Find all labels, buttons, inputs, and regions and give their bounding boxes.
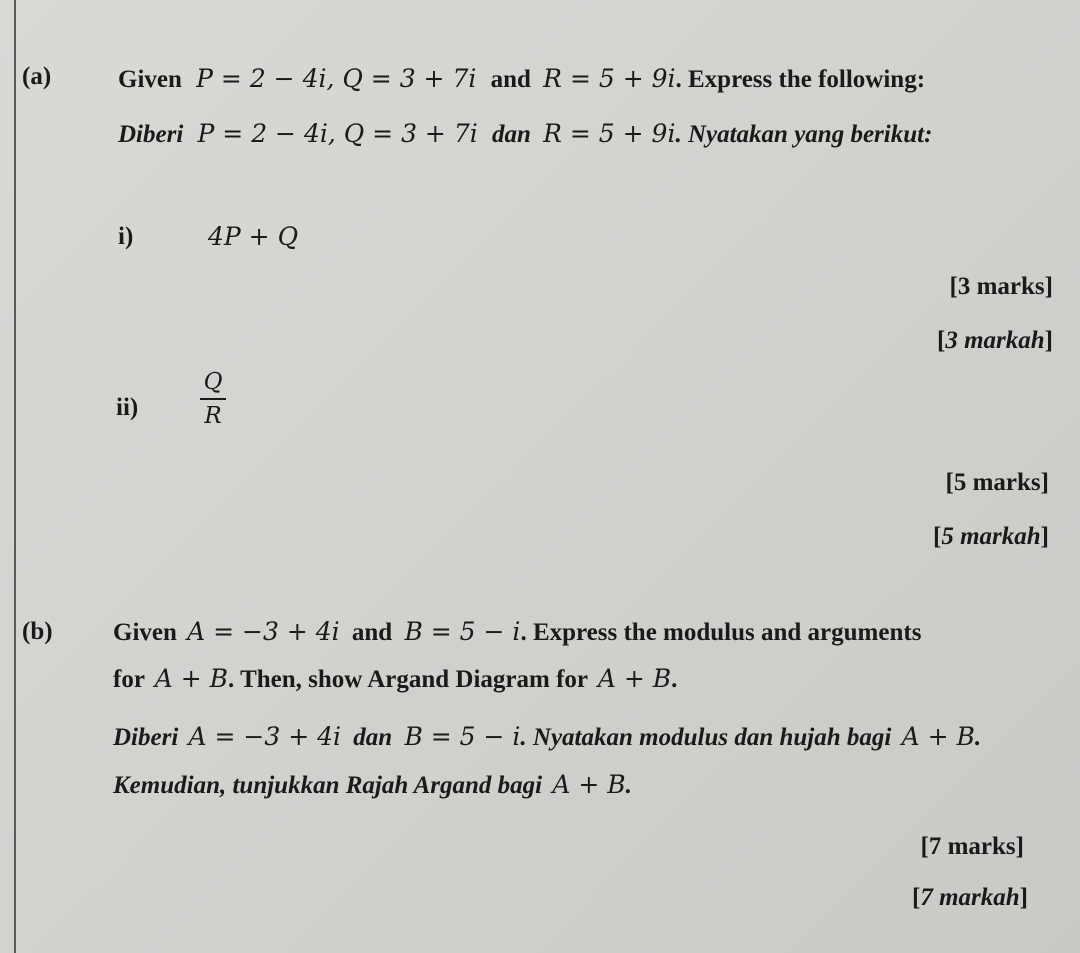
a-plus-b-ms: A + B [901,722,975,751]
marks-b-ms: [7 markah] [912,884,1028,911]
and-word-b: and [351,619,393,646]
a-plus-b: A + B [154,664,229,693]
modulus-instruction-ms: . Nyatakan modulus dan hujah bagi [520,724,892,751]
marks-ii-ms: [5 markah] [933,523,1049,550]
diberi-word: Diberi [118,121,184,148]
marks-i-en: [3 marks] [949,273,1053,300]
r-equation-ms: R = 5 + 9i [543,119,676,148]
pq-equations: P = 2 − 4i, Q = 3 + 7i [196,64,477,93]
period-ms: . [974,724,982,751]
subpart-i-expression: 4P + Q [208,222,299,251]
subpart-ii-label: ii) [116,394,139,421]
fraction-bar [200,398,226,400]
fraction-denominator: R [204,403,222,429]
dan-word-b: dan [353,724,393,751]
b-equation: B = 5 − i [404,617,521,646]
part-b-label: (b) [22,618,53,645]
fraction-q-over-r [200,368,226,430]
a-equation-ms: A = −3 + 4i [188,722,342,751]
part-a-label: (a) [22,63,52,90]
markah-word-ii: 5 markah [941,523,1041,550]
given-word: Given [118,66,182,93]
subpart-i-label: i) [118,223,134,250]
part-b-question-en-line2 [113,664,677,695]
a-plus-b-ms-2: A + B [552,770,626,799]
instruction-text: . Express the following: [675,66,926,93]
b-equation-ms: B = 5 − i [404,722,521,751]
margin-rule [14,0,16,953]
r-equation: R = 5 + 9i [543,64,676,93]
a-equation: A = −3 + 4i [187,617,340,646]
fraction-numerator: Q [203,369,223,395]
modulus-instruction: . Express the modulus and arguments [520,619,922,646]
marks-b-en: [7 marks] [920,833,1024,860]
instruction-text-ms: . Nyatakan yang berikut: [675,121,933,148]
part-b-question-en-line1 [113,617,921,648]
dan-word: dan [491,121,531,148]
and-word: and [490,66,531,93]
part-b-question-ms-line1 [113,722,981,753]
marks-ii-en: [5 marks] [945,469,1049,496]
diberi-word-b: Diberi [113,724,179,751]
part-a-question-en [118,64,925,95]
period-ms-2: . [625,772,632,799]
markah-word-i: 3 markah [945,327,1045,354]
given-word-b: Given [113,619,177,646]
period: . [671,666,678,693]
argand-instruction: . Then, show Argand Diagram for [228,666,588,693]
for-word: for [113,666,145,693]
part-a-question-ms [118,119,932,150]
marks-i-ms: [3 markah] [937,327,1053,354]
pq-equations-ms: P = 2 − 4i, Q = 3 + 7i [197,119,478,148]
markah-word-b: 7 markah [920,884,1020,911]
part-b-question-ms-line2 [113,770,632,801]
a-plus-b-2: A + B [597,664,672,693]
argand-instruction-ms: Kemudian, tunjukkan Rajah Argand bagi [113,772,543,799]
